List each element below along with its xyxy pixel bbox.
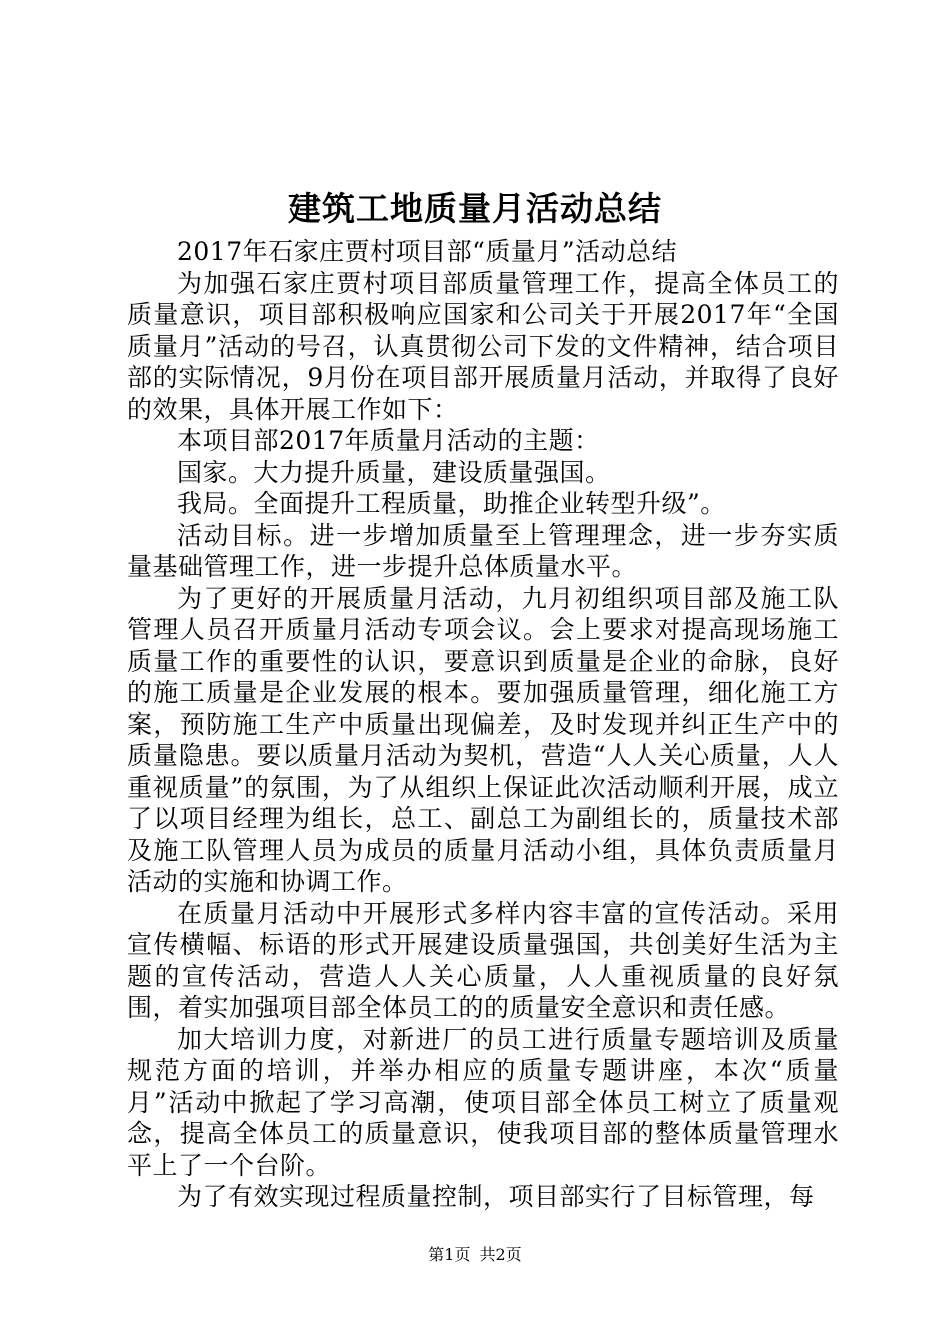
paragraph-meeting: 为了更好的开展质量月活动，九月初组织项目部及施工队管理人员召开质量月活动专项会议。会上要求对提高现场施工质量工作的重要性的认识，要意识到质量是企业的命脉，良好的施工质量是企业发展的根本。要加强质量管理，细化施工方案，预防施工生产中质量出现偏差，及时发现并纠正生产中的质量隐患。要以质量月活动为契机，营造“人人关心质量，人人重视质量”的氛围，为了从组织上保证此次活动顺利开展，成立了以项目经理为组长，总工、副总工为副组长的，质量技术部及施工队管理人员为成员的质量月活动小组，具体负责质量月活动的实施和协调工作。 <box>127 583 839 896</box>
page-number: 第1页 <box>428 1245 471 1264</box>
page-footer <box>0 1244 950 1266</box>
page-total: 共2页 <box>479 1245 522 1264</box>
paragraph-training: 加大培训力度，对新进厂的员工进行质量专题培训及质量规范方面的培训，并举办相应的质量专题讲座，本次“质量月”活动中掀起了学习高潮，使项目部全体员工树立了质量观念，提高全体员工的质量意识，使我项目部的整体质量管理水平上了一个台阶。 <box>127 1024 839 1180</box>
paragraph-national-theme: 国家。大力提升质量，建设质量强国。 <box>177 457 611 487</box>
paragraph-intro: 为加强石家庄贾村项目部质量管理工作，提高全体员工的质量意识，项目部积极响应国家和公司关于开展2017年“全国质量月”活动的号召，认真贯彻公司下发的文件精神，结合项目部的实际情况，9月份在项目部开展质量月活动，并取得了良好的效果，具体开展工作如下： <box>127 268 839 424</box>
paragraph-process-control: 为了有效实现过程质量控制，项目部实行了目标管理，每 <box>177 1182 815 1211</box>
paragraph-theme: 本项目部2017年质量月活动的主题： <box>177 426 600 455</box>
paragraph-subtitle: 2017年石家庄贾村项目部“质量月”活动总结 <box>177 237 678 266</box>
document-title: 建筑工地质量月活动总结 <box>288 189 662 228</box>
paragraph-bureau-theme: 我局。全面提升工程质量，助推企业转型升级”。 <box>177 489 726 518</box>
paragraph-publicity: 在质量月活动中开展形式多样内容丰富的宣传活动。采用宣传横幅、标语的形式开展建设质量强国，共创美好生活为主题的宣传活动，营造人人关心质量，人人重视质量的良好氛围，着实加强项目部全体员工的的质量安全意识和责任感。 <box>127 898 839 1022</box>
paragraph-goal: 活动目标。进一步增加质量至上管理理念，进一步夯实质量基础管理工作，进一步提升总体质量水平。 <box>127 520 839 581</box>
document-body <box>127 236 839 1213</box>
